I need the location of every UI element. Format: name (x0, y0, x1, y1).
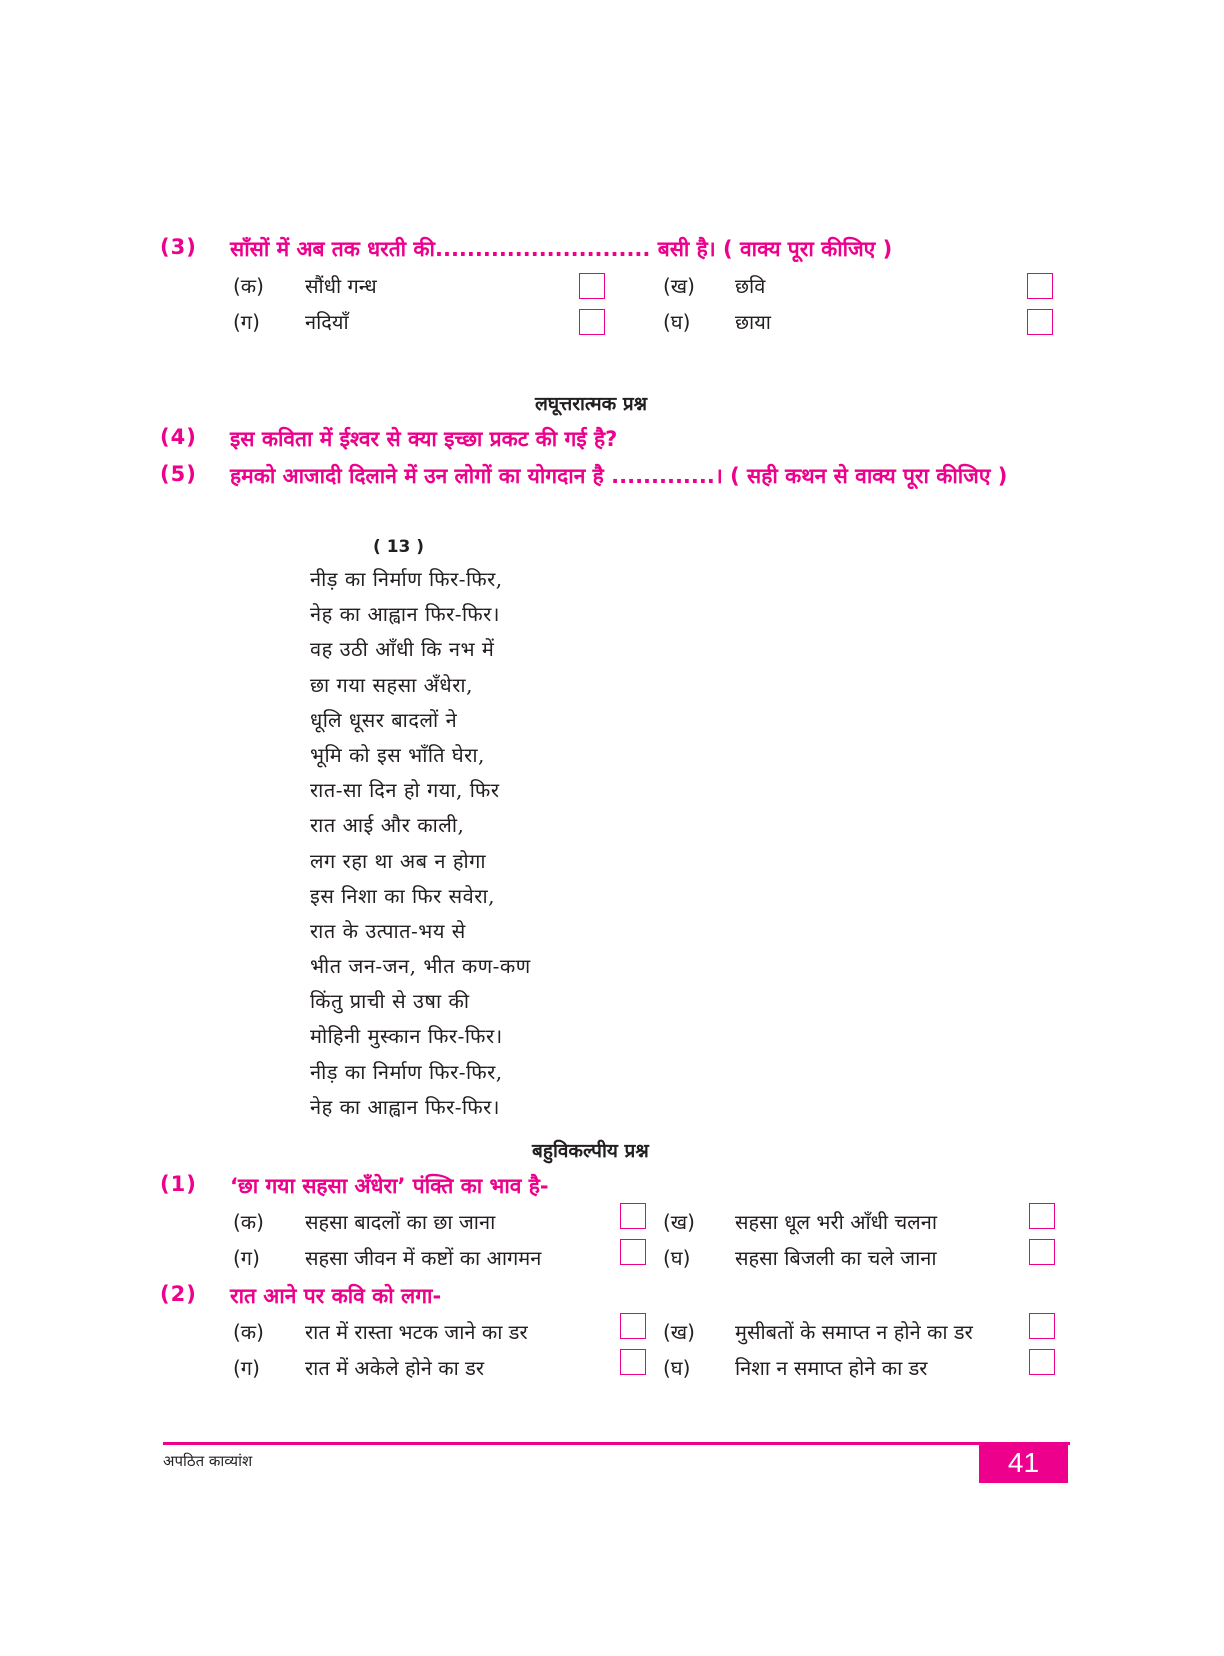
mcq-question-1-number: (1) (160, 1172, 197, 1196)
poem-line: नीड़ का निर्माण फिर-फिर, (310, 567, 503, 591)
question-5-number: (5) (160, 462, 197, 486)
q3-option-ka-text: सौंधी गन्ध (305, 274, 377, 298)
q3-option-kha-text: छवि (735, 274, 766, 298)
q3-option-gha-label: (घ) (663, 310, 691, 334)
poem-number: ( 13 ) (373, 537, 425, 557)
q1-option-gha-text: सहसा बिजली का चले जाना (735, 1246, 937, 1270)
poem-line: रात आई और काली, (310, 813, 465, 838)
q1-option-ka-checkbox[interactable] (620, 1203, 646, 1229)
poem-line: वह उठी आँधी कि नभ में (310, 637, 495, 662)
q3-option-ga-label: (ग) (233, 310, 260, 334)
poem-line: रात-सा दिन हो गया, फिर (310, 778, 500, 803)
poem-line: नीड़ का निर्माण फिर-फिर, (310, 1059, 503, 1084)
q3-option-ka-label: (क) (233, 274, 264, 298)
mcq-question-2-number: (2) (160, 1282, 197, 1306)
q1-option-ga-text: सहसा जीवन में कष्टों का आगमन (305, 1246, 542, 1270)
q2-option-gha-checkbox[interactable] (1029, 1349, 1055, 1375)
poem-line: किंतु प्राची से उषा की (310, 989, 470, 1014)
poem-line: भूमि को इस भाँति घेरा, (310, 742, 485, 767)
footer-section-title: अपठित काव्यांश (163, 1452, 253, 1470)
question-4-text: इस कविता में ईश्वर से क्या इच्छा प्रकट की गई है? (230, 427, 618, 451)
question-3-text: साँसों में अब तक धरती की........................... बसी है। ( वाक्य पूरा कीजिए ) (230, 237, 893, 261)
q2-option-ka-label: (क) (233, 1320, 264, 1344)
q2-option-gha-text: निशा न समाप्त होने का डर (735, 1356, 928, 1380)
q1-option-gha-label: (घ) (663, 1246, 691, 1270)
mcq-question-1-text: ‘छा गया सहसा अँधेरा’ पंक्ति का भाव है- (230, 1174, 549, 1198)
q3-option-kha-label: (ख) (663, 274, 695, 298)
q1-option-kha-text: सहसा धूल भरी आँधी चलना (735, 1210, 938, 1234)
q1-option-kha-checkbox[interactable] (1029, 1203, 1055, 1229)
question-5-text: हमको आजादी दिलाने में उन लोगों का योगदान है .............। ( सही कथन से वाक्य पूरा कीजिए ) (230, 464, 1008, 488)
q1-option-ka-text: सहसा बादलों का छा जाना (305, 1210, 496, 1234)
poem-line: रात के उत्पात-भय से (310, 918, 466, 943)
q2-option-ka-text: रात में रास्ता भटक जाने का डर (305, 1320, 528, 1344)
poem-block (310, 565, 531, 1128)
q1-option-ga-checkbox[interactable] (620, 1239, 646, 1265)
poem-line: छा गया सहसा अँधेरा, (310, 672, 473, 697)
short-answer-heading: लघूत्तरात्मक प्रश्न (535, 393, 648, 415)
poem-line: नेह का आह्वान फिर-फिर। (310, 1094, 500, 1119)
poem-line: धूलि धूसर बादलों ने (310, 707, 458, 732)
mcq-question-2-text: रात आने पर कवि को लगा- (230, 1284, 442, 1308)
poem-line: इस निशा का फिर सवेरा, (310, 883, 496, 908)
q3-option-kha-checkbox[interactable] (1027, 273, 1053, 299)
poem-line: भीत जन-जन, भीत कण-कण (310, 954, 531, 979)
page-number: 41 (979, 1442, 1068, 1483)
q1-option-kha-label: (ख) (663, 1210, 695, 1234)
q3-option-ka-checkbox[interactable] (579, 273, 605, 299)
q1-option-ka-label: (क) (233, 1210, 264, 1234)
question-3-number: (3) (160, 235, 197, 259)
q1-option-gha-checkbox[interactable] (1029, 1239, 1055, 1265)
q2-option-ka-checkbox[interactable] (620, 1313, 646, 1339)
q2-option-ga-text: रात में अकेले होने का डर (305, 1356, 485, 1380)
q2-option-kha-text: मुसीबतों के समाप्त न होने का डर (735, 1320, 973, 1344)
q3-option-ga-checkbox[interactable] (579, 309, 605, 335)
q2-option-kha-checkbox[interactable] (1029, 1313, 1055, 1339)
q1-option-ga-label: (ग) (233, 1246, 260, 1270)
poem-line: लग रहा था अब न होगा (310, 848, 487, 873)
mcq-heading: बहुविकल्पीय प्रश्न (532, 1140, 649, 1162)
q2-option-ga-checkbox[interactable] (620, 1349, 646, 1375)
q3-option-gha-text: छाया (735, 310, 771, 334)
footer-rule (163, 1442, 1070, 1445)
q2-option-kha-label: (ख) (663, 1320, 695, 1344)
poem-line: मोहिनी मुस्कान फिर-फिर। (310, 1024, 503, 1049)
poem-line: नेह का आह्वान फिर-फिर। (310, 602, 500, 627)
q2-option-ga-label: (ग) (233, 1356, 260, 1380)
q2-option-gha-label: (घ) (663, 1356, 691, 1380)
q3-option-gha-checkbox[interactable] (1027, 309, 1053, 335)
q3-option-ga-text: नदियाँ (305, 310, 349, 334)
question-4-number: (4) (160, 425, 197, 449)
